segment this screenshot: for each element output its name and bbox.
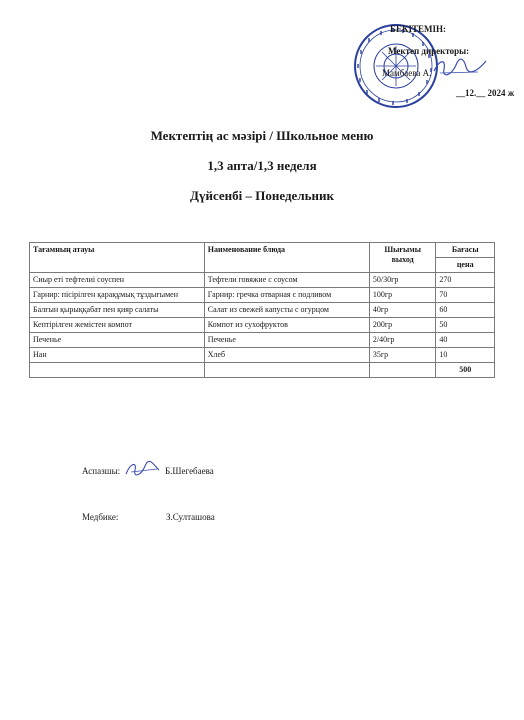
week-label: 1,3 апта/1,3 неделя (207, 158, 317, 173)
cook-name: Б.Шегебаева (165, 466, 214, 476)
cell-empty (30, 363, 205, 378)
cell-price: 270 (436, 273, 495, 288)
cell-empty (204, 363, 369, 378)
table-row (30, 303, 495, 318)
table-total-row (30, 363, 495, 378)
cell-name-ru: Хлеб (204, 348, 369, 363)
cell-price: 50 (436, 318, 495, 333)
nurse-label: Медбике: (82, 512, 119, 522)
table-row (30, 348, 495, 363)
cell-price: 40 (436, 333, 495, 348)
col-header-name-kz: Тағамның атауы (30, 243, 205, 273)
cell-name-kz: Кептірілген жемістен компот (30, 318, 205, 333)
cell-name-ru: Салат из свежей капусты с огурцом (204, 303, 369, 318)
director-signature-icon (430, 55, 490, 79)
table-header-row (30, 243, 495, 258)
cell-output: 50/30гр (369, 273, 436, 288)
cell-output: 35гр (369, 348, 436, 363)
cell-name-kz: Гарнир: пісірілген қарақұмық тұздығымен (30, 288, 205, 303)
col-header-price-kz: Бағасы (436, 243, 495, 258)
table-row (30, 333, 495, 348)
col-header-price-ru: цена (436, 258, 495, 273)
cell-output: 100гр (369, 288, 436, 303)
cell-price: 10 (436, 348, 495, 363)
day-label: Дүйсенбі – Понедельник (190, 188, 334, 203)
cell-name-kz: Балғын қырыққабат пен қияр салаты (30, 303, 205, 318)
approval-title: БЕКІТЕМІН: (390, 24, 446, 34)
table-row (30, 318, 495, 333)
col-header-name-ru: Наименование блюда (204, 243, 369, 273)
approval-date: __12.__ 2024 ж (456, 88, 515, 98)
total-price: 500 (436, 363, 495, 378)
table-row (30, 288, 495, 303)
page-title: Мектептің ас мәзірі / Школьное меню (150, 128, 374, 143)
approval-role: Мектеп директоры: (388, 46, 470, 56)
cell-name-ru: Тефтели говяжие с соусом (204, 273, 369, 288)
menu-table (29, 242, 495, 378)
cell-name-ru: Гарнир: гречка отварная с подливом (204, 288, 369, 303)
nurse-signature-line (82, 512, 215, 522)
cell-output: 2/40гр (369, 333, 436, 348)
cook-signature-icon (123, 458, 163, 480)
cell-output: 200гр (369, 318, 436, 333)
cook-label: Аспазшы: (82, 466, 121, 476)
cell-name-kz: Сиыр еті тефтелиі соуспен (30, 273, 205, 288)
table-row (30, 273, 495, 288)
cell-output: 40гр (369, 303, 436, 318)
col-header-output: Шығымы выход (369, 243, 436, 273)
cell-name-kz: Нан (30, 348, 205, 363)
nurse-name: З.Султашова (166, 512, 215, 522)
approval-name: Мамбаева А. (382, 68, 432, 78)
cell-price: 70 (436, 288, 495, 303)
cell-name-ru: Печенье (204, 333, 369, 348)
cell-name-kz: Печенье (30, 333, 205, 348)
cell-name-ru: Компот из сухофруктов (204, 318, 369, 333)
cell-empty (369, 363, 436, 378)
cook-signature-line (82, 466, 214, 476)
cell-price: 60 (436, 303, 495, 318)
